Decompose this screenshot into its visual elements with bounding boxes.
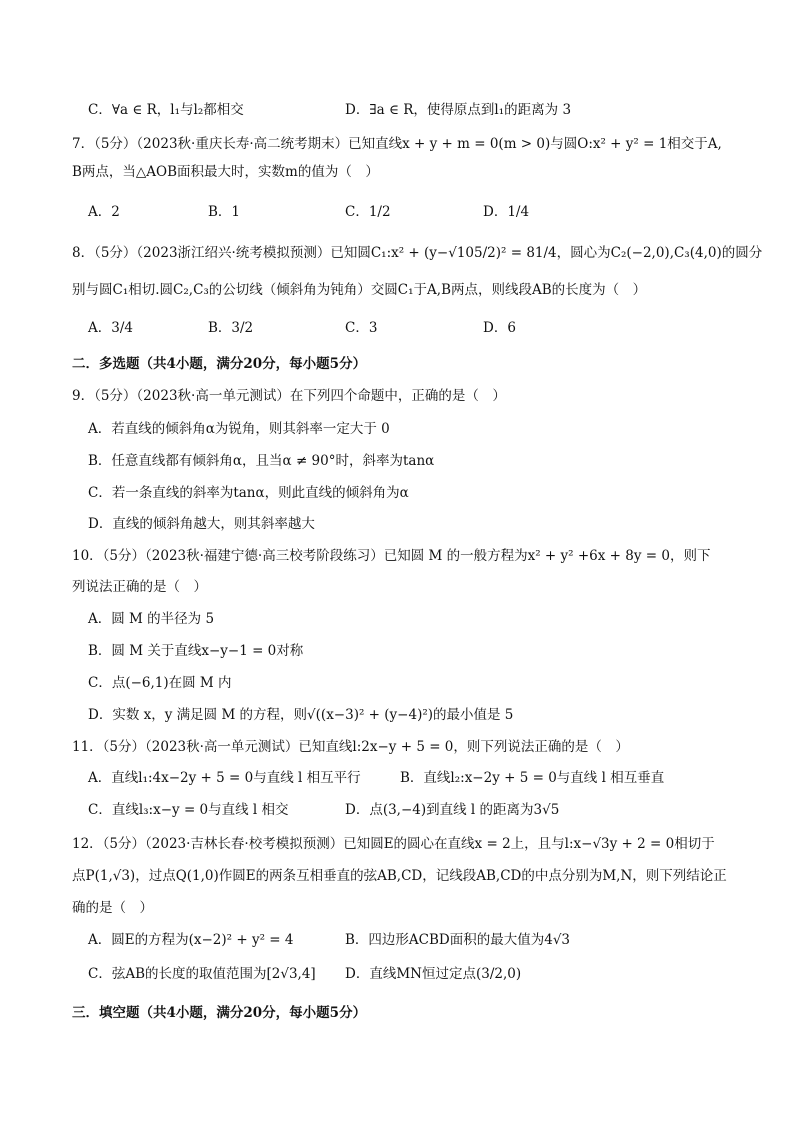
q7-option-d: D．1/4 [483, 204, 530, 220]
q11-stem: 11．（5分）（2023秋·高一单元测试）已知直线l:2x−y + 5 = 0，则下列说法正确的是（ ） [72, 739, 629, 755]
q9-stem: 9．（5分）（2023秋·高一单元测试）在下列四个命题中，正确的是（ ） [72, 388, 506, 404]
q7-option-c: C．1/2 [345, 204, 391, 220]
q11-option-a: A．直线l₁:4x−2y + 5 = 0与直线 l 相互平行 [88, 770, 361, 786]
q10-stem-line1: 10．（5分）（2023秋·福建宁德·高三校考阶段练习）已知圆 M 的一般方程为x² + y² +6x + 8y = 0，则下 [72, 548, 711, 564]
q10-option-c: C．点(−6,1)在圆 M 内 [88, 675, 232, 691]
q9-option-d: D．直线的倾斜角越大，则其斜率越大 [88, 516, 315, 532]
q8-stem-line1: 8．（5分）（2023浙江绍兴·统考模拟预测）已知圆C₁:x² + (y−√105/2)² = 81/4，圆心为C₂(−2,0),C₃(4,0)的圆分 [72, 245, 763, 261]
q8-stem-line2: 别与圆C₁相切.圆C₂,C₃的公切线（倾斜角为钝角）交圆C₁于A,B两点，则线段AB的长度为（ ） [72, 282, 647, 298]
q12-option-d: D．直线MN恒过定点(3/2,0) [345, 966, 522, 982]
q10-option-a: A．圆 M 的半径为 5 [88, 611, 215, 627]
section-3-heading: 三．填空题（共4小题，满分20分，每小题5分） [72, 1005, 367, 1021]
q7-option-b: B．1 [208, 204, 241, 220]
q8-option-c: C．3 [345, 320, 378, 336]
q12-option-b: B．四边形ACBD面积的最大值为4√3 [345, 932, 571, 948]
q12-option-a: A．圆E的方程为(x−2)² + y² = 4 [88, 932, 294, 948]
q12-stem-line2: 点P(1,√3)，过点Q(1,0)作圆E的两条互相垂直的弦AB,CD，记线段AB,CD的中点分别为M,N，则下列结论正 [72, 868, 727, 884]
q10-stem-line2: 列说法正确的是（ ） [72, 579, 207, 595]
q10-option-d: D．实数 x，y 满足圆 M 的方程，则√((x−3)² + (y−4)²)的最小值是 5 [88, 707, 514, 723]
q10-option-b: B．圆 M 关于直线x−y−1 = 0对称 [88, 643, 304, 659]
q6-option-c: C．∀a ∈ R，l₁与l₂都相交 [88, 102, 244, 118]
q12-stem-line1: 12．（5分）（2023·吉林长春·校考模拟预测）已知圆E的圆心在直线x = 2上，且与l:x−√3y + 2 = 0相切于 [72, 836, 715, 852]
q8-option-d: D．6 [483, 320, 516, 336]
q12-stem-line3: 确的是（ ） [72, 900, 153, 916]
q11-option-d: D．点(3,−4)到直线 l 的距离为3√5 [345, 802, 560, 818]
q6-option-d: D．∃a ∈ R，使得原点到l₁的距离为 3 [345, 102, 572, 118]
q7-stem-line1: 7．（5分）（2023秋·重庆长寿·高二统考期末）已知直线x + y + m = 0(m > 0)与圆O:x² + y² = 1相交于A, [72, 136, 722, 152]
q9-option-b: B．任意直线都有倾斜角α，且当α ≠ 90°时，斜率为tanα [88, 453, 435, 469]
q7-stem-line2: B两点，当△AOB面积最大时，实数m的值为（ ） [72, 164, 379, 180]
q8-option-a: A．3/4 [88, 320, 133, 336]
q12-option-c: C．弦AB的长度的取值范围为[2√3,4] [88, 966, 316, 982]
q8-option-b: B．3/2 [208, 320, 254, 336]
q11-option-b: B．直线l₂:x−2y + 5 = 0与直线 l 相互垂直 [400, 770, 665, 786]
q9-option-c: C．若一条直线的斜率为tanα，则此直线的倾斜角为α [88, 485, 409, 501]
q11-option-c: C．直线l₃:x−y = 0与直线 l 相交 [88, 802, 289, 818]
section-2-heading: 二．多选题（共4小题，满分20分，每小题5分） [72, 356, 367, 372]
q7-option-a: A．2 [88, 204, 120, 220]
q9-option-a: A．若直线的倾斜角α为锐角，则其斜率一定大于 0 [88, 421, 390, 437]
